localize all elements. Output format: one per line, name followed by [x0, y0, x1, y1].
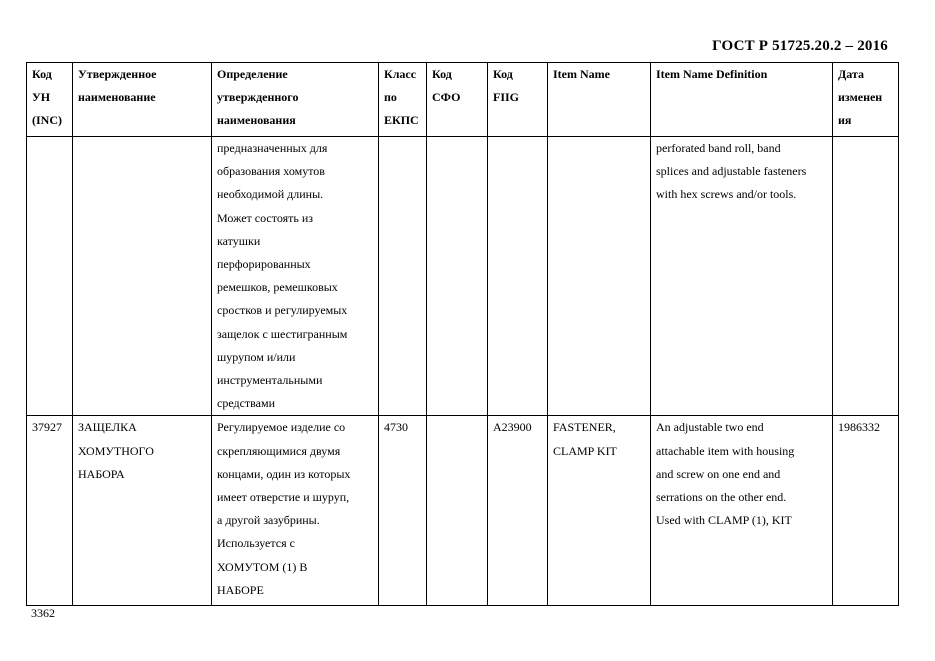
cell-approved-name [73, 137, 212, 416]
cell-item-name-definition: perforated band roll, band splices and adjustable fasteners with hex screws and/or tools. [651, 137, 833, 416]
column-header-sfo: Код СФО [427, 63, 488, 137]
column-header-item-name-definition: Item Name Definition [651, 63, 833, 137]
cell-fiig: A23900 [488, 416, 548, 606]
cell-item-name-definition: An adjustable two end attachable item with housing and screw on one end and serrations on the other end. Used with CLAMP (1), KIT [651, 416, 833, 606]
cell-item-name: FASTENER, CLAMP KIT [548, 416, 651, 606]
page-number: 3362 [31, 606, 55, 620]
column-header-class: Класс по ЕКПС [379, 63, 427, 137]
document-code: ГОСТ Р 51725.20.2 – 2016 [712, 38, 888, 54]
cell-inc: 37927 [27, 416, 73, 606]
column-header-item-name: Item Name [548, 63, 651, 137]
cell-item-name [548, 137, 651, 416]
cell-approved-name: ЗАЩЕЛКА ХОМУТНОГО НАБОРА [73, 416, 212, 606]
cell-definition: Регулируемое изделие со скрепляющимися двумя концами, один из которых имеет отверстие и шуруп, а другой зазубрины. Используется с ХОМУТОМ (1) В НАБОРЕ [212, 416, 379, 606]
cell-class: 4730 [379, 416, 427, 606]
table-row [27, 416, 899, 606]
cell-inc [27, 137, 73, 416]
cell-definition: предназначенных для образования хомутов необходимой длины. Может состоять из катушки перфорированных ремешков, ремешковых сростков и регулируемых защелок с шестигранным шурупом и/или инструментальными средствами [212, 137, 379, 416]
cell-change-date: 1986332 [833, 416, 899, 606]
column-header-fiig: Код FIIG [488, 63, 548, 137]
classification-table [26, 62, 899, 606]
column-header-change-date: Дата изменен ия [833, 63, 899, 137]
column-header-definition: Определение утвержденного наименования [212, 63, 379, 137]
cell-fiig [488, 137, 548, 416]
table-row [27, 137, 899, 416]
cell-sfo [427, 416, 488, 606]
column-header-inc: Код УН (INC) [27, 63, 73, 137]
column-header-approved-name: Утвержденное наименование [73, 63, 212, 137]
cell-class [379, 137, 427, 416]
table-header-row [27, 63, 899, 137]
cell-sfo [427, 137, 488, 416]
cell-change-date [833, 137, 899, 416]
